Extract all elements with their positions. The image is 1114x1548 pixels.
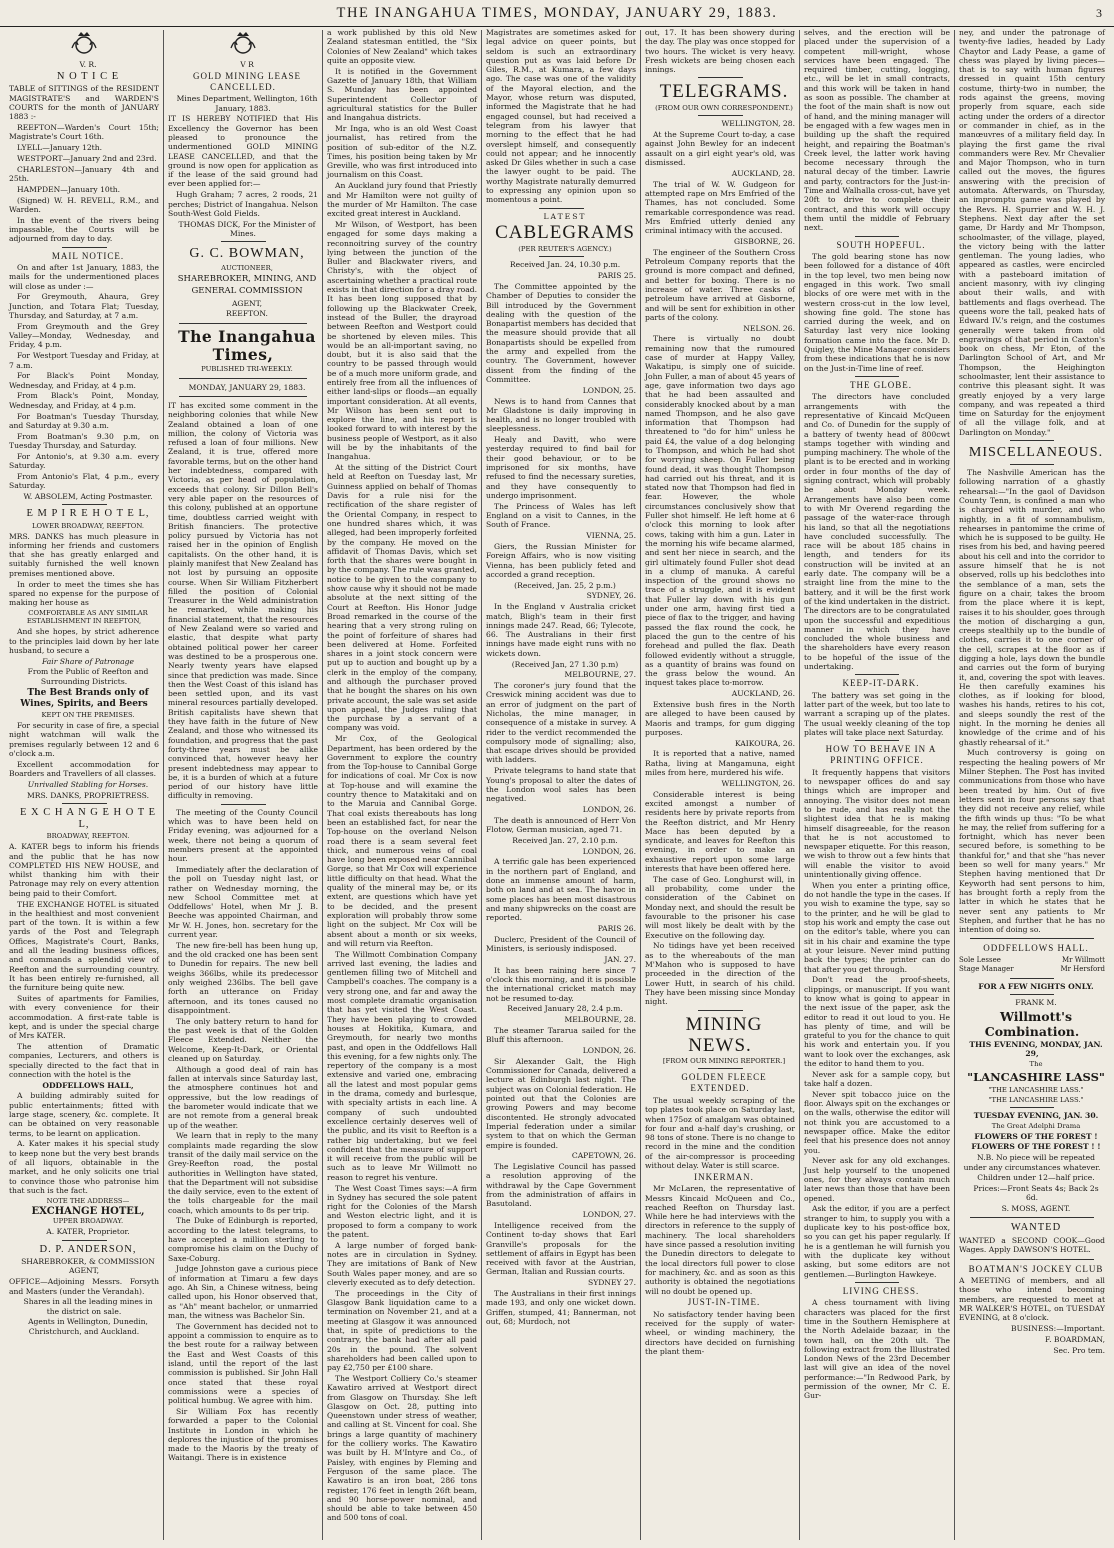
misc-heading: MISCELLANEOUS. xyxy=(968,445,1104,461)
exchange-heading: E X C H A N G E H O T E L, xyxy=(19,806,157,830)
divider xyxy=(855,376,899,377)
cable-para: Intelligence received from the Continent to-day shows that Earl Granville's proposals for the settlement of affairs in Egypt has been received with favor at the Austrian, German, Italian and Russian courts. xyxy=(486,1220,636,1277)
article-para: a work published by this old New Zealand statesman entitled, the "Six Colonies of New Zealand" which takes quite an opposite view. xyxy=(327,28,477,65)
article-para: The Duke of Edinburgh is reported, according to the latest telegrams, to have accepted a million sterling to compromise his claim on the Duchy of Saxe-Coburg. xyxy=(168,1216,318,1263)
tele-para: No tidings have yet been received as to the whereabouts of the man M'Mahon who is supposed to have proceeded in the direction of the Lower Hutt, in search of his child. They have been missing since Monday night. xyxy=(645,941,795,1007)
hall-lass: "LANCASHIRE LASS" xyxy=(967,1070,1105,1085)
divider xyxy=(855,740,899,741)
hall-agent: S. MOSS, AGENT. xyxy=(1001,1204,1071,1214)
divider xyxy=(539,256,584,257)
article-para: out, 17. It has been showery during the day. The play was once stopped for two hours. The wicket is very heavy. Fresh wickets are being chosen each innings. xyxy=(645,28,795,75)
divider xyxy=(221,241,266,242)
mail-para: For Westport Tuesday and Friday, at 7 a.m. xyxy=(9,351,159,370)
tele-para: GISBORNE, 26. xyxy=(733,236,795,246)
vr-mark: V. R. xyxy=(79,60,97,69)
empire-brands: The Best Brands only of Wines, Spirits, and Beers xyxy=(20,687,149,709)
hall-flowers: FLOWERS OF THE FOREST ! xyxy=(974,1131,1098,1141)
hall-role: Sole Lessee xyxy=(959,955,1001,964)
cable-para: In the England v Australia cricket match, Bligh's team in their first innings made 247. Read, 66; Tylecote, 66. The Australians in their first innings have made eight runs with no wickets down. xyxy=(486,602,636,658)
article-para: Immediately after the declaration of the poll on Tuesday night last, or rather on Wednesday morning, the new School Committee met at Oddfellows' Hotel, when Mr J. B. Beeche was appointed Chairman, and Mr W. H. Jones, hon. secretary for the current year. xyxy=(168,865,318,940)
royal-crest-icon xyxy=(227,28,259,60)
exchange-para: NOTE THE ADDRESS— xyxy=(46,1196,130,1205)
notice-para: LYELL—January 12th. xyxy=(17,143,103,153)
article-para: Mr Inga, who is an old West Coast journalist, has retired from the position of sub-editor of the N.Z. Times, his position being taken by Mr Greville, who was first introduced into journalism on this Coast. xyxy=(327,123,477,180)
anderson-sub: SHAREBROKER, & COMMISSION AGENT, xyxy=(21,1257,155,1276)
tele-para: KAIKOURA, 26. xyxy=(734,738,795,748)
article-para: At the sitting of the District Court held at Reefton on Tuesday last, Mr Guinness applied on behalf of Thomas Davis for a rule nisi for the rectification of the share register of the Oriental Company, in respect to one hundred shares which, it was alleged, had been improperly forfeited by the company. He moved on the affidavit of Thomas Davis, which set forth that the shares were bought in by the company. The rule was granted, notice to be given to the company to show cause why it should not be made absolute at the next sitting of the Court at Reefton. His Honor Judge Broad remarked in the course of the hearing that a very strong ruling on the point of forfeiture of shares had been delivered at Home. Forfeited shares in a joint stock concern were put up to auction and bought up by a clerk in the employ of the company, and although the purchaser proved that he bought the shares on his own private account, the sale was set aside upon appeal, the Judges ruling that the purchase by a servant of a company was void. xyxy=(327,463,477,733)
cable-para: The Legislative Council has passed a resolution approving of the withdrawal by the Cape Government from the administration of affairs in Basutoland. xyxy=(486,1162,636,1209)
divider xyxy=(62,247,107,248)
cable-para: JAN. 27. xyxy=(604,954,636,964)
gold-heading: GOLD MINING LEASE CANCELLED. xyxy=(193,70,301,92)
tele-para: NELSON. 26. xyxy=(743,323,795,333)
divider xyxy=(1010,464,1054,465)
article-para: The only battery return to hand for the past week is that of the Golden Fleece Extended. Neither the Welcome, Keep-It-Dark, or Oriental cleaned up on Saturday. xyxy=(168,1016,318,1063)
page-number: 3 xyxy=(1096,6,1102,20)
mining-section-title: INKERMAN. xyxy=(694,1171,754,1182)
article-para: Judge Johnston gave a curious piece of information at Timaru a few days ago. Ah Sin, a Chinese witness, being called upon, his Honor observed that, as "Ah" meant bachelor, or unmarried man, the witness was Bachelor Sin. xyxy=(168,1264,318,1320)
mail-para: For Boatman's Tuesday Thursday, and Saturday at 9.30 a.m. xyxy=(9,411,159,430)
cable-sub: (PER REUTER'S AGENCY.) xyxy=(518,244,612,253)
tele-para: At the Supreme Court to-day, a case against John Bewley for an indecent assault on a girl eight year's old, was dismissed. xyxy=(645,130,795,168)
behave-para: When you enter a printing office, do not handle the type in the cases. If you wish to examine the type, say so to the printer, and he will be glad to stop his work and empty the case out on the editor's table, where you can sit in his chair and examine the type at your leisure. Never mind putting back the types; the printer can do that after you get through. xyxy=(804,880,950,974)
gold-para: THOMAS DICK, For the Minister of Mines. xyxy=(178,219,316,238)
mail-para: For Greymouth, Ahaura, Grey Junction, and Totara Flat; Tuesday, Thursday, and Saturday, at 7 a.m. xyxy=(9,292,159,321)
hall-few: FOR A FEW NIGHTS ONLY. xyxy=(978,981,1094,991)
cable-para: CAPETOWN, 26. xyxy=(571,1151,636,1161)
mining-section-title: KEEP-IT-DARK. xyxy=(842,678,920,689)
tele-para: It is reported that a native, named Ratha, living at Mangamuna, eight miles from here, murdered his wife. xyxy=(645,749,795,778)
hall-role: Stage Manager xyxy=(959,965,1014,974)
article-para: Mr Cox, of the Geological Department, has been ordered by the Government to explore the country from the Top-house to Cannibal Gorge for indications of coal. Mr Cox is now at Top-house and will examine the country thence to Matakitaki and on to the Maruia and Cannibal Gorge. That coal exists thereabouts has long been an established fact, for near the Top-house on the overland Nelson road there is a seam several feet thick, and numerous veins of coal have long been exposed near Cannibal Gorge, so that Mr Cox will experience little difficulty on that head. What the quality of the mineral may be, or its extent, are questions which have yet to be decided, and the present exploration will probably throw some light on the subject. Mr Cox will be absent about a month or six weeks, and will return via Reefton. xyxy=(327,734,477,948)
behave-para: Ask the editor, if you are a perfect stranger to him, to supply you with a duplicate key to his post-office box, so you can get his paper regularly. If he is a gentleman he will furnish you with the duplicate key without asking, but some editors are not gentlemen.—Burlington Hawkeye. xyxy=(804,1204,950,1279)
tele-para: Considerable interest is being excited amongst a number of residents here by private reports from the Reefton district, and Mr Henry Mace has been deputed by a syndicate, and leaves for Reefton this evening, in order to make an exhaustive report upon some large interests that have been offered here. xyxy=(645,789,795,874)
chess-para: A chess tournament with living characters was placed for the first time in the Southern Hemisphere at the North Adelaide bazaar, in the town hall, on the 20th ult. The following extract from the Illustrated London News of the 23rd December last will give an idea of the novel performance:—"In Redwood Park, by permission of the owner, Mr C. E. Gur- xyxy=(804,1298,950,1401)
article-para: It is notified in the Government Gazette of January 18th, that William S. Munday has been appointed Superintendent Collector of agricultural statistics for the Buller and Inangahua districts. xyxy=(327,66,477,123)
divider xyxy=(855,236,899,237)
notice-para: TABLE of SITTINGS of the RESIDENT MAGISTRATE'S and WARDEN'S COURTS for the month of JANUARY 1883 :- xyxy=(9,84,159,122)
chess-heading: LIVING CHESS. xyxy=(842,1285,920,1296)
tele-para: Extensive bush fires in the North are alleged to have been caused by Maoris and tramps, for gum digging purposes. xyxy=(645,700,795,737)
cable-para: MELBOURNE, 28. xyxy=(564,1015,636,1025)
article-para: The Willmott Combination Company arrived last evening, the ladies and gentlemen filling two of Mitchell and Campbell's coaches. The company is a very strong one, and far and away the most complete dramatic organisation that has yet visited the West Coast. They have been playing to crowded houses at Hokitika, Kumara, and Greymouth, for nearly two months past, and open in the Oddfellows Hall this evening, for a few nights only. The repertory of the company is a most extensive and varied one, embracing all the latest and most popular gems in the drama, comedy and burlesque, with specialty artists in each line. A company of such undoubted excellence certainly deserves well of the public, and its visit to Reefton is a rather big undertaking, but we feel confident that the measure of support it will receive from the public will be such as to leave Mr Willmott no reason to regret his venture. xyxy=(327,949,477,1182)
divider xyxy=(62,803,107,804)
cable-para: The coroner's jury found that the Creswick mining accident was due to an error of judgment on the part of Nicholas, the mine manager, in consequence of a mistake in survey. A rider to the verdict recommended the compulsory mode of signalling; also, that escape drives should be provided with ladders. xyxy=(486,681,636,765)
vr-mark: V R xyxy=(240,60,254,69)
empire-para: And she hopes, by strict adherence to the principles laid down by her late husband, to secure a xyxy=(9,627,159,655)
mining-section-text: The gold bearing stone has now been followed for a distance of 40ft in the top level, two men being now engaged in this work. Two small blocks of ore were met with in the western cross-cut in the low level, showing fine gold. The stone has carried during the week, and on Saturday last very nice looking formation came into the face. Mr D. Quigley, the Mine Manager considers from these indications that he is now on the Just-in-Time line of reef. xyxy=(804,252,950,373)
hall-heading: ODDFELLOWS HALL. xyxy=(983,943,1089,954)
tele-para: The engineer of the Southern Cross Petroleum Company reports that the ground is more compact and defined, and better for boxing. There is no increase of water. Three casks of petroleum have arrived at Gisborne, and will be sent for exhibition in other parts of the colony. xyxy=(645,247,795,322)
mail-para: For Antonio's, at 9.30 a.m. every Saturday. xyxy=(9,451,159,470)
cable-para: LONDON, 25. xyxy=(582,385,636,395)
bowman-line: GENERAL COMMISSION xyxy=(191,286,303,297)
cable-pre: LATEST xyxy=(543,211,587,221)
notice-para: (Signed) W. H. REVELL, R.M., and Warden. xyxy=(9,195,159,214)
cable-para: LONDON, 26. xyxy=(582,846,636,856)
cable-para: MELBOURNE, 27. xyxy=(564,670,636,680)
paper-date: MONDAY, JANUARY 29, 1883. xyxy=(188,382,306,392)
masthead-title: THE INANGAHUA TIMES, MONDAY, JANUARY 29, 1883. xyxy=(336,5,778,21)
cable-para: VIENNA, 25. xyxy=(586,531,636,541)
article-para: The West Coast Times says:—A firm in Sydney has secured the sole patent right for the Colonies of the Marsh and Weston electric light, and it is proposed to form a company to work the patent. xyxy=(327,1183,477,1239)
divider xyxy=(221,804,266,805)
cable-para: It has been raining here since 7 o'clock this morning, and it is possible the international cricket match may not be resumed to-day. xyxy=(486,965,636,1003)
cable-para: Received Jan. 27, 2.10 p.m. xyxy=(512,835,618,845)
empire-para: Excellent accommodation for Boarders and Travellers of all classes. xyxy=(9,759,159,778)
telegrams-sub: (FROM OUR OWN CORRESPONDENT.) xyxy=(655,103,793,112)
notice-heading: N O T I C E xyxy=(56,70,120,82)
hall-row xyxy=(959,965,1105,974)
jockey-heading: BOATMAN'S JOCKEY CLUB xyxy=(968,1263,1104,1274)
cable-heading: CABLEGRAMS xyxy=(495,222,635,244)
cable-para: Received January 28, 2.4 p.m. xyxy=(507,1004,623,1014)
cable-para: Duclerc, President of the Council of Ministers, is seriously indisposed. xyxy=(486,934,636,954)
mail-para: On and after 1st January, 1883, the mails for the undermentioned places will close as under :— xyxy=(9,263,159,291)
divider xyxy=(970,1217,1094,1218)
cable-para: Giers, the Russian Minister for Foreign Affairs, who is now visiting Vienna, has been publicly feted and accorded a grand reception. xyxy=(486,541,636,579)
tele-para: WELLINGTON, 26. xyxy=(721,778,795,788)
cable-para: (Received Jan, 27 1.30 p.m) xyxy=(511,659,619,669)
tele-para: There is virtually no doubt remaining now that the rumoured case of murder at Happy Valley, Wakatipu, is simply one of suicide. John Fuller, a man of about 45 years of age, gave information two days ago that he had been assaulted and considerably knocked about by a man named Thompson, and he also gave information that Thompson had threatened to "do for him" unless he paid £4, the value of a dog belonging to Thompson, and which he had shot for worrying sheep. On Fuller being found dead, it was thought Thompson had carried out his threat, and it is stated now that Thompson had fled in fear. However, the whole circumstances conclusively show that Fuller shot himself. He left home at 6 o'clock this morning to look after cows, taking with him a gun. Later in the morning his wife became alarmed, and sent her niece in search, and the girl ultimately found Fuller shot dead in a clump of manuka. A careful inspection of the ground shows no trace of a struggle, and it is evident that Fuller lay down with his gun under one arm, having first tied a piece of flax to the trigger, and having passed the flax round the cock, he placed the gun to the centre of his forehead and pulled the flax. Death followed evidently without a struggle, as a quantity of brains was found on the grass below the wound. An inquest takes place to-morrow. xyxy=(645,334,795,688)
behave-para: Never spit tobacco juice on the floor. Always spit on the exchanges or on the walls, otherwise the editor will not think you are accustomed to a newspaper office. Make the editor feel that his presence does not annoy you. xyxy=(804,1089,950,1155)
mining-heading: MINING NEWS. xyxy=(685,1013,763,1056)
column-7 xyxy=(955,28,1109,1544)
cable-para: SYDNEY, 26. xyxy=(586,591,636,601)
masthead xyxy=(0,0,1114,27)
cable-para: PARIS 26. xyxy=(597,924,636,934)
exchange-para: UPPER BROADWAY. xyxy=(52,1217,124,1226)
divider xyxy=(855,1282,899,1283)
column-1 xyxy=(5,28,163,1544)
jockey-text: A MEETING of members, and all those who intend becoming members, are requested to meet at MR WALKER'S HOTEL, on TUESDAY EVENING, at 8 o'clock. xyxy=(959,1276,1105,1323)
jockey-name: F. BOARDMAN, xyxy=(1045,1334,1105,1344)
divider xyxy=(179,378,307,379)
hall-great: The Great Adelphi Drama xyxy=(991,1121,1081,1130)
article-para: A large number of forged bank-notes are in circulation in Sydney. They are imitations of Bank of New South Wales paper money, and are so cleverly executed as to defy detection. xyxy=(327,1240,477,1287)
columns xyxy=(5,28,1109,1544)
divider xyxy=(1010,1107,1054,1108)
article-para: Sir William Fox has recently forwarded a paper to the Colonial Institute in London in which he deplores the injustice of the promises made to the Maoris by the treaty of Waitangi. There is in existence xyxy=(168,1406,318,1463)
mining-section-text: The battery was set going in the latter part of the week, but too late to warrant a scraping up of the plates. The usual weekly cleaning of the top plates will take place next Saturday. xyxy=(804,690,951,737)
divider xyxy=(1010,994,1054,995)
notice-para: REEFTON—Warden's Court 15th; Magistrate's Court 16th. xyxy=(9,122,159,142)
empire-para: COMFORTABLE AS ANY SIMILAR ESTABLISHMENT IN REEFTON, xyxy=(26,608,148,626)
cable-para: The Princess of Wales has left England on a visit to Cannes, in the South of France. xyxy=(486,501,636,530)
divider xyxy=(179,396,307,397)
bowman-line: SHAREBROKER, MINING, AND xyxy=(177,273,317,284)
cable-para: PARIS 25. xyxy=(597,271,636,281)
hall-frank: FRANK M. xyxy=(1015,997,1057,1007)
hall-flowers: FLOWERS OF THE FOREST ! ! xyxy=(971,1142,1101,1152)
divider xyxy=(1010,978,1054,979)
misc-para: The Nashville American has the following narration of a ghastly rehearsal:—"In the gaol of Davidson County Tenn, is confined a man who is charged with murder, and who nightly, in a fit of somnambulism, rehearses in pantomime the crime of which he is supposed to be guilty. He rises from his bed, and having peered about his cell and into the corridor to assure himself that he is not observed, rolls up his bedclothes into the semblance of a man, sets the figure on a chair, takes the broom from the place where it is kept, raises it to his shoulder, goes through the motion of discharging a gun, creeps stealthily up to the bundle of clothes, carries it to one corner of the cell, scrapes at the floor as if digging a hole, lays down the bundle and carries out the form of burying it, and, covering the spot with leaves. He then carefully examines his clothes, as if looking for blood, washes his hands, retires to his cot, and sleeps soundly the rest of the night. In the morning he denies all knowledge of the crime and of his ghastly rehearsal of it." xyxy=(959,468,1105,747)
cable-para: LONDON, 26. xyxy=(582,804,636,814)
mining-section-title: SOUTH HOPEFUL. xyxy=(836,239,926,250)
divider xyxy=(179,323,307,324)
bowman-line: AGENT, xyxy=(231,298,263,308)
bowman-line: AUCTIONEER, xyxy=(221,263,273,272)
tele-para: WELLINGTON, 28. xyxy=(721,119,795,129)
cable-para: News is to hand from Cannes that Mr Gladstone is daily improving in health, and is no longer troubled with sleeplessness. xyxy=(486,396,636,434)
empire-sub: LOWER BROADWAY, REEFTON. xyxy=(31,521,145,530)
hall-combination: Willmott's Combination. xyxy=(984,1008,1080,1039)
paper-sub: PUBLISHED TRI-WEEKLY. xyxy=(201,365,293,374)
mining-section-text: No satisfactory tender having been received for the supply of water-wheel, or winding machinery, the directors have decided on furnishing the plant them- xyxy=(645,1309,795,1357)
wanted-heading: WANTED xyxy=(1010,1222,1062,1234)
paper-title: The Inangahua Times, xyxy=(178,326,316,364)
mining-section-title: JUST-IN-TIME. xyxy=(687,1297,761,1308)
behave-para: Don't read the proof-sheets, clippings, or manuscript. If you want to know what is going to appear in the next issue of the paper, ask the editor to read it out loud to you. He has plenty of time, and will be grateful to you for the chance to quit his work and entertain you. If you want to look over the exchanges, ask the editor to hand them to you. xyxy=(804,975,950,1068)
mail-para: From Antonio's Flat, 4 p.m., every Saturday. xyxy=(9,471,159,491)
mail-para: From Greymouth and the Grey Valley—Monday, Wednesday, and Friday, 4 p.m. xyxy=(9,321,159,350)
exchange-para: EXCHANGE HOTEL, xyxy=(31,1205,145,1217)
exchange-para: A building admirably suited for public entertainments; fitted with large stage, scenery, &c. complete. It can be obtained on very reasonable terms, to be learnt on application. xyxy=(9,1091,159,1138)
mining-sub: [FROM OUR MINING REPORTER.] xyxy=(662,1057,786,1065)
anderson-para: Agents in Wellington, Dunedin, Christchurch, and Auckland. xyxy=(28,1317,148,1336)
empire-para: MRS. DANKS has much pleasure in informing her friends and customers that she has greatly enlarged and suitably furnished the well known premises mentioned above. xyxy=(9,531,159,578)
cable-para: (Received, Jan. 25, 2 p.m.) xyxy=(514,580,616,590)
cable-para: The steamer Tararua sailed for the Bluff this afternoon. xyxy=(486,1026,636,1045)
notice-para: WESTPORT—January 2nd and 23rd. xyxy=(17,153,157,163)
wanted-text: WANTED a SECOND COOK—Good Wages. Apply DAWSON'S HOTEL. xyxy=(959,1235,1105,1255)
article-para: The Government has decided not to appoint a commission to enquire as to the best route for a railway between the East and West Coasts of this island, until the report of the last commission is published. Sir John Hall once stated that these royal commissions were a species of political humbug. We agree with him. xyxy=(168,1321,318,1406)
bowman-heading: G. C. BOWMAN, xyxy=(189,246,305,262)
behave-para: Never ask for any old exchanges. Just help yourself to the unopened ones, for they always contain much later news than those that have been opened. xyxy=(804,1156,950,1203)
hall-lass: "THE LANCASHIRE LASS." xyxy=(988,1095,1084,1104)
divider xyxy=(539,208,584,209)
hall-person: Mr Willmott xyxy=(1061,955,1105,964)
hall-lass: "THE LANCASHIRE LASS." xyxy=(988,1085,1084,1094)
gold-para: Mines Department, Wellington, 16th January, 1883. xyxy=(176,94,318,113)
empire-para: Fair Share of Patronage xyxy=(41,656,135,666)
notice-para: HAMPDEN—January 10th. xyxy=(17,184,121,194)
tele-para: AUCKLAND, 28. xyxy=(731,168,795,178)
cable-para: A terrific gale has been experienced in the northern part of England, and done an immense amount of harm, both on land and at sea. The havoc in some places has been most disastrous and many shipwrecks on the coast are reported. xyxy=(486,857,636,923)
article-para: ney, and under the patronage of twenty-five ladies, headed by Lady Chaytor and Lady Pease, a game of chess was played by living pieces—that is to say with human figures dressed in quaint 15th century costume, thirty-two in number, the rods against the greens, moving properly from square, each side acting under the orders of a director or commander in chief, as in the manœuvres of a military field day. In playing the first game the rival commanders were Rev. Mr Chevalier and Major Thompson, who in turn called out the moves, the figures answering with the precision of automata. Afterwards, on Thursday, an impromptu game was played by the Revs. H. Spurrier and W. H. J. Stephens. Next day after the set game, Dr Hardy and Mr Thompson, schoolmaster, of the village, played, the victory being with the latter gentleman. The young ladies, who appeared as castles, were encircled with a pasteboard imitation of ancient masonry, with ivy clinging about their walls, and with battlements and flags overhead. The queens wore the tall, peaked hats of Edward IV.'s reign, and the costumes generally were taken from old engravings of that period in Caxton's book on chess, Mr Eton, of the Darlington School of Art, and Mr Thompson, the Heighington schoolmaster, lent their assistance to contrive this pleasant sight. It was greatly enjoyed by a very large company, and was repeated a third time on Saturday for the enjoyment of all the village folk, and at Darlington on Monday." xyxy=(959,28,1105,437)
mining-section-text: The usual weekly scraping of the top plates took place on Saturday last, when 175oz of amalgam was obtained for four and a-half day's crushing, or 98 tons of stone. There is no change to record in the mine and the condition of the air-compressor is proceeding without delay. Water is still scarce. xyxy=(645,1095,795,1170)
article-para: Magistrates are sometimes asked for legal advice on queer points, but seldom is such an extraordinary question put as was laid before Dr Giles, R.M., at Kumara, a few days ago. The case was one of the validity of the Mayoral election, and the Mayor, whose return was disputed, informed the Magistrate that he had engaged counsel, but had received a telegram from his lawyer that morning to the effect that he had overslept himself, and consequently could not appear; and he innocently asked Dr Giles whether in such a case the lawyer ought to be paid. The worthy Magistrate naturally demurred to expressing any opinion upon so momentous a point. xyxy=(486,28,636,205)
divider xyxy=(698,115,743,116)
empire-para: Unrivalled Stabling for Horses. xyxy=(27,779,149,789)
column-3 xyxy=(323,28,481,1544)
divider xyxy=(698,77,743,78)
tele-para: AUCKLAND, 26. xyxy=(731,689,795,699)
misc-para: Much controversy is going on respecting the healing powers of Mr Milner Stephen. The Post has invited communications from those who have been treated by him. Out of five letters sent in four persons say that they did not receive any relief, while the fifth winds up thus: "To be what he may, the relief from suffering for a fortnight, which has never been secured before, is something to be thankful for," and that she "has never been so well for many years." Mr Stephen having mentioned that Dr Keyworth had sent persons to him, has brought forth a reply from the latter in which he states that he never sent any patients to Mr Stephen, and further that he has no intention of doing so. xyxy=(959,748,1105,935)
article-para: IT has excited some comment in the neighboring colonies that while New Zealand obtained a loan of one million, the colony of Victoria was refused a loan of four millions. New Zealand, it is true, offered more favorable terms, but on the other hand her indebtedness, compared with Victoria, as per head of population, exceeds that colony. Sir Dillon Bell's very able paper on the resources of this colony, published at an opportune time, doubtless carried weight with British financiers. The protective policy pursued by Victoria has not raised her in the opinion of English capitalists. On the other hand, it is plainly manifest that New Zealand has not lost by pursuing an opposite course. When Sir William Fitzherbert filled the position of Colonial Treasurer in the Weld administration he remarked, while making his financial statement, that the resources of New Zealand were so varied and elastic, that despite what party obtained political power her career was destined to be a prosperous one. Nearly twenty years have elapsed since that prediction was made. Since then the West Coast of this island has been settled upon, and its vast mineral resources partially developed. British capitalists have shewn that they have faith in the future of New Zealand, and those who witnessed its foundation, and progress that the past forty-three years must be alike convinced that, however heavy her present indebtedness may appear to be, it is a burden of which at a future period of our history have little difficulty in removing. xyxy=(168,400,318,801)
cable-para: Private telegrams to hand state that Young's proposal to alter the dates of the London wool sales has been negatived. xyxy=(486,766,636,804)
empire-proprietress: MRS. DANKS, PROPRIETRESS. xyxy=(26,790,150,800)
divider xyxy=(1010,440,1054,441)
divider xyxy=(62,504,107,505)
gold-para: Hugh Graham; 7 acres, 2 roods, 21 perches; District of Inangahua. Nelson South-West Gold Fields. xyxy=(168,190,318,218)
exchange-para: A. Kater makes it his special study to keep none but the very best brands of all liquors, obtainable in the market, and he only solicits one trial to convince those who patronise him that such is the fact. xyxy=(9,1139,159,1195)
exchange-sub: BROADWAY, REEFTON. xyxy=(46,832,130,841)
article-para: The proceedings in the City of Glasgow Bank liquidation came to a termination on November 21, and at a meeting at Glasgow it was announced that, in spite of predictions to the contrary, the bank had after all paid 20s in the pound. The solvent shareholders had been called upon to pay £2,750 per £100 share. xyxy=(327,1288,477,1373)
article-para: An Auckland jury found that Priestly and Mr Hamilton were not guilty of the murder of Mr Hamilton. The case excited great interest in Auckland. xyxy=(327,181,477,219)
tele-para: The case of Geo. Longhurst will, in all probability, come under the consideration of the Cabinet on Monday next, and should the result be favourable to the prisoner his case will most likely be dealt with by the Executive on the following day. xyxy=(645,874,795,940)
mail-para: For Black's Point Monday, Wednesday, and Friday, at 4 p.m. xyxy=(9,371,159,390)
exchange-para: THE EXCHANGE HOTEL is situated in the healthiest and most convenient part of the town. It is within a few yards of the Post and Telegraph Offices, Magistrate's Court, Banks, and all the leading business offices, and commands a splendid view of Reefton and the surrounding country. It has been entirely re-furnished, all the furniture being quite new. xyxy=(9,899,159,993)
empire-para: For security in case of fire, a special night watchman will walk the premises regularly between 12 and 6 o'clock a.m. xyxy=(9,720,159,758)
bowman-line: REEFTON. xyxy=(226,309,268,319)
cable-para: The death is announced of Herr Von Flotow, German musician, aged 71. xyxy=(486,815,636,835)
mail-para: From Black's Point, Monday, Wednesday, and Friday, at 4 p.m. xyxy=(9,391,159,410)
anderson-para: OFFICE—Adjoining Messrs. Forsyth and Masters (under the Verandah). xyxy=(9,1277,159,1296)
exchange-para: A. KATER begs to inform his friends and the public that he has now COMPLETED HIS NEW HOUSE, and whilst thanking him with their Patronage may rely on every attention being paid to their Comfort. xyxy=(9,842,159,898)
divider xyxy=(970,1259,1094,1260)
exchange-para: ODDFELLOWS HALL, xyxy=(42,1080,134,1090)
cable-para: Sir Alexander Galt, the High Commissioner for Canada, delivered a lecture at Edinburgh last night. The subject was on Colonial federation. He pointed out that the Colonies are growing Powers and may become discontented. He strongly advocated Imperial federation under a similar system to that on which the German empire is founded. xyxy=(486,1056,636,1150)
mail-signature: W. ABSOLEM, Acting Postmaster. xyxy=(23,491,153,501)
behave-para: Never ask for a sample copy, but take half a dozen. xyxy=(804,1069,950,1089)
hall-tuesday: TUESDAY EVENING, JAN. 30. xyxy=(973,1110,1099,1120)
hall-nb: N.B. No piece will be repeated under any circumstances whatever. xyxy=(963,1153,1101,1172)
article-para: The new fire-bell has been hung up, and the old cracked one has been sent to Dunedin for repairs. The new bell weighs 366lbs, while its predecessor only weighed 236lbs. The bell gave forth an utterance on Friday afternoon, and its tones caused no disappointment. xyxy=(168,940,318,1015)
divider xyxy=(62,1240,107,1241)
jockey-role: Sec. Pro tem. xyxy=(1053,1345,1105,1355)
exchange-para: Suites of apartments for Families, with every convenience for their accommodation. A first-rate table is kept, and is under the special charge of Mrs KATER. xyxy=(9,993,159,1041)
hall-the: The xyxy=(1029,1060,1043,1069)
mining-section-text: The directors have concluded arrangements with the representative of Kincaid McQueen and Co. of Dunedin for the supply of a battery of twenty head of 800cwt stamps together with winding and pumping machinery. The whole of the plant is to be erected and in working order in four months of the day of signing contract, which will probably be about Monday week. Arrangements have also been come to with Mr Overend regarding the passage of the water-race through his land, so that all the negotiations have concluded successfully. The race will be about 185 chains in length, and tenders for its construction will be invited at an early date. The company will be a straight line from the mine to the battery, and it will be the first work of the kind undertaken in the district. The directors are to be congratulated upon the successful and expeditious manner in which they have concluded the whole business and the shareholders have every reason to be hopeful of the issue of the undertaking. xyxy=(804,392,950,671)
column-6 xyxy=(800,28,954,1544)
exchange-para: The attention of Dramatic companies, Lecturers, and others is specially directed to the fact that in connection with the hotel is the xyxy=(9,1041,159,1079)
empire-heading: E M P I R E H O T E L, xyxy=(26,508,150,520)
hall-children: Children under 12—half price. xyxy=(977,1173,1095,1183)
cable-para: The Australians in their first innings made 193, and only one wicket down. Griffen, stumped, 41; Bannerman, not out, 68; Murdoch, not xyxy=(486,1289,636,1326)
article-para: The Westport Colliery Co.'s steamer Kawatiro arrived at Westport direct from Glasgow on Thursday. She left Glasgow on Oct. 28, putting into Queenstown under stress of weather, and calling at St. Vincent for coal. She brings a large quantity of machinery for the colliery works. The Kawatiro was built by H. M'Intyre and Co., of Paisley, with engines by Fleming and Ferguson of the same place. The Kawatiro is an iron boat, 286 tons register, 176 feet in length 26ft beam, and 90 horse-power nominal, and should be able to take between 450 and 500 tons of coal. xyxy=(327,1373,477,1523)
cable-para: Healy and Davitt, who were yesterday required to find bail for their good behaviour, or to be imprisoned for six months, have refused to find the necessary sureties, and they have consequently to undergo imprisonment. xyxy=(486,435,636,500)
cable-para: Received Jan. 24, 10.30 p.m. xyxy=(509,260,621,270)
jockey-business: BUSINESS:—Important. xyxy=(1011,1324,1105,1334)
empire-para: From the Public of Reefton and Surrounding Districts. xyxy=(27,667,149,686)
mining-section-title: THE GLOBE. xyxy=(850,379,912,390)
mining-section-text: Mr McLaren, the representative of Messrs Kincaid McQueen and Co., reached Reefton on Thursday last. While here he had interviews with the directors in reference to the supply of machinery. The local shareholders have since passed a resolution inviting the Dunedin directors to delegate to the local directors full power to close for machinery, &c. and as soon as this authority is obtained the negotiations will no doubt be opened up. xyxy=(645,1184,795,1296)
hall-prices: Prices:—Front Seats 4s; Back 2s 6d. xyxy=(973,1184,1099,1203)
tele-para: The trial of W. W. Gudgeon for attempted rape on Mrs Emfried of the Thames, has not concluded. Some remarkable correspondence was read. Mrs Emfried utterly denied any criminal intimacy with the accused. xyxy=(645,179,795,236)
article-para: selves, and the erection will be placed under the supervision of a competent mill-wright, whose services have been engaged. The required timber, cutting, logging, etc., will be let in small contracts, and this work will be taken in hand as soon as possible. The chamber at the foot of the main shaft is now out of hand, and the mining manager will be engaged with a few wages men in building up the shaft the required height, and repairing the Boatman's Creek level, the latter work having become necessary through the natural decay of the timber. Lawrie and party, contractors for the Just-in-Time and Walhalla cross-cut, have yet 20ft to drive to complete their contract, and this work will occupy them until the middle of February next. xyxy=(804,28,950,233)
notice-para: In the event of the rivers being impassable, the Courts will be adjourned from day to day. xyxy=(9,215,159,244)
column-2 xyxy=(164,28,322,1544)
article-para: We learn that in reply to the many complaints made regarding the slow transit of the daily mail service on the Grey-Reefton road, the postal authorities in Wellington have stated, that the Department will not subsidise the daily service, even to the extent of the tolls chargeable for the mail coach, which amounts to 8s per trip. xyxy=(168,1131,318,1215)
telegrams-heading: TELEGRAMS. xyxy=(659,81,789,103)
mail-para: From Boatman's 9.30 p.m, on Tuesday Thursday, and Saturday. xyxy=(9,431,159,450)
article-para: The meeting of the County Council which was to have been held on Friday evening, was adjourned for a week, there not being a quorum of members present at the appointed hour. xyxy=(168,807,318,864)
article-para: Mr Wilson, of Westport, has been engaged for some days making a reconnoitring survey of the country lying between the junction of the Buller and Blackwater rivers, and Christy's, with the object of ascertaining whether a practical route exists in that direction for a dray road. It has been long supposed that by following up the Blackwater Creek, instead of the Buller, the drayroad between Reefton and Westport could be shortened by eleven miles. This would be an all-important saving, no doubt, but it is also said that the country to be passed through would be of a much more uniform grade, and entirely free from all the influences of either land-slips or floods—an equally important consideration. At all events, Mr Wilson has been sent out to explore the line, and his report is looked forward to with interest by the business people of Westport, as it also will be by the inhabitants of the Inangahua. xyxy=(327,219,477,462)
cable-para: The Committee appointed by the Chamber of Deputies to consider the Bill introduced by the Government dealing with the question of the Bonapartist members has decided that the measure should provide that all Bonapartists should be expelled from the army and expelled from the country. The Government, however dissent from the finding of the Committee. xyxy=(486,281,636,384)
exchange-para: A. KATER, Proprietor. xyxy=(46,1227,130,1237)
cable-para: LONDON, 27. xyxy=(582,1210,636,1220)
cable-para: LONDON, 26. xyxy=(582,1046,636,1056)
hall-person: Mr Hersford xyxy=(1060,965,1105,974)
empire-para: In order to meet the times she has spared no expense for the purpose of making her house as xyxy=(9,579,159,608)
hall-evening: THIS EVENING, MONDAY, JAN. 29, xyxy=(969,1040,1103,1059)
royal-crest-icon xyxy=(68,28,100,60)
column-4 xyxy=(482,28,640,1544)
behave-para: It frequently happens that visitors to newspaper offices do and say things which are improper and annoying. The visitor does not mean to be rude, and has really not the slightest idea that he is making himself disagreeable, for the reason that he is not accustomed to newspaper etiquette. For this reason, we wish to throw out a few hints that will enable the visitor to avoid unintentionally giving offence. xyxy=(804,767,950,880)
anderson-para: Shares in all the leading mines in the district on sale. xyxy=(23,1297,153,1316)
notice-para: CHARLESTON—January 4th and 25th. xyxy=(9,164,159,183)
anderson-heading: D. P. ANDERSON, xyxy=(39,1243,137,1255)
hall-row xyxy=(959,956,1105,965)
mail-heading: MAIL NOTICE. xyxy=(51,250,125,261)
divider xyxy=(855,674,899,675)
behave-heading: HOW TO BEHAVE IN A PRINTING OFFICE. xyxy=(825,744,937,766)
divider xyxy=(698,1068,743,1069)
cable-para: SYDNEY 27. xyxy=(588,1278,636,1288)
empire-para: KEPT ON THE PREMISES. xyxy=(41,711,135,720)
divider xyxy=(970,938,1094,939)
gold-para: IT IS HEREBY NOTIFIED that His Excellency the Governor has been pleased to pronounce the undermentioned GOLD MINING LEASE CANCELLED, and that the ground is now open for application as if the lease of the said ground had ever been applied for:— xyxy=(168,114,318,189)
divider xyxy=(698,1010,743,1011)
mining-section-title: GOLDEN FLEECE EXTENDED. xyxy=(681,1072,767,1094)
article-para: Although a good deal of rain has fallen at intervals since Saturday last, the atmosphere continues hot and oppressive, but the low readings of the barometer would indicate that we are not remote from a general break up of the weather. xyxy=(168,1064,318,1130)
column-5 xyxy=(641,28,799,1544)
